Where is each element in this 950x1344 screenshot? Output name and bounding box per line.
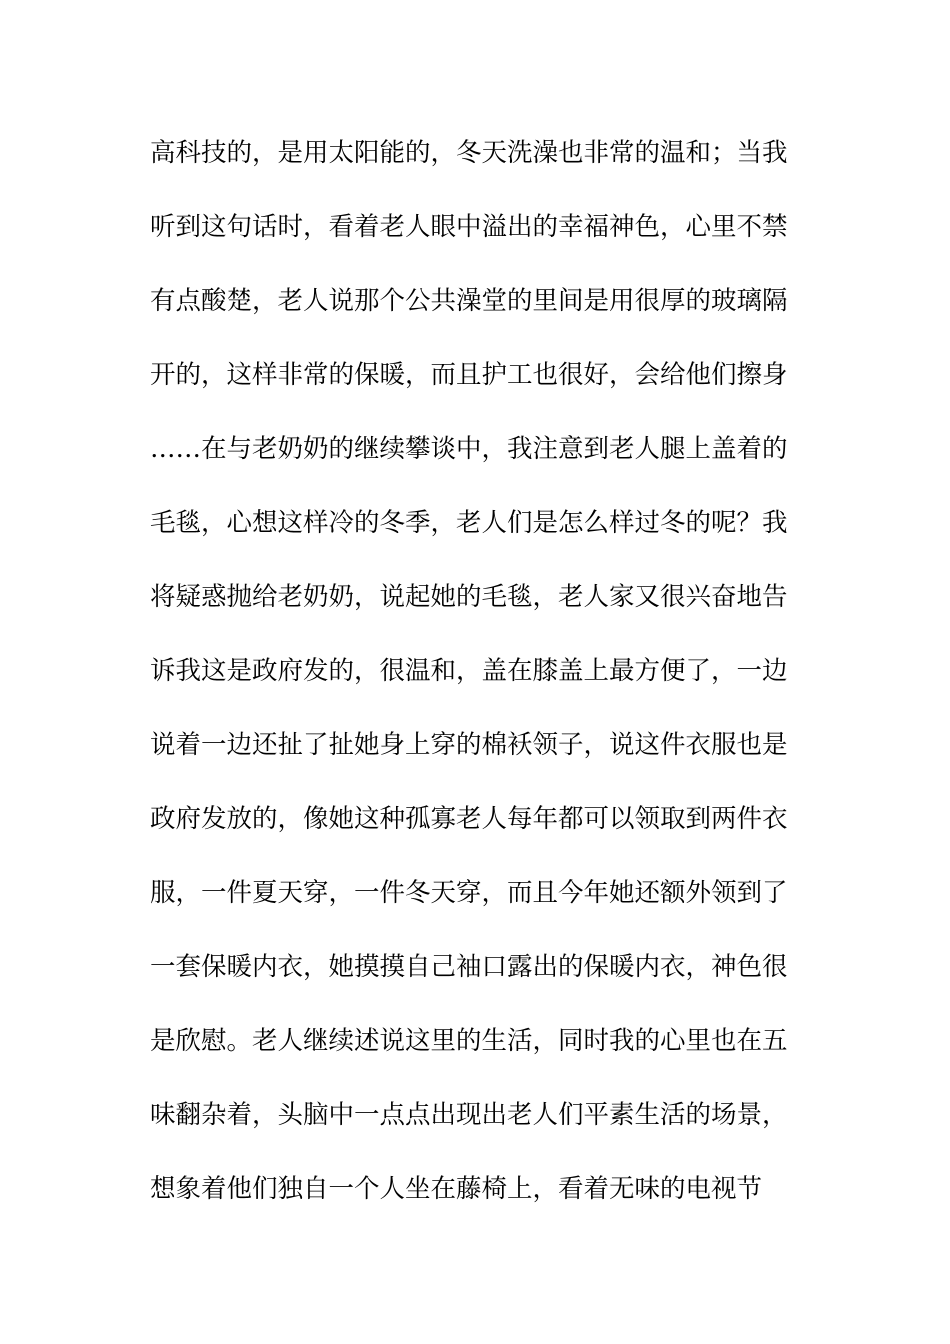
- text-line: 听到这句话时，看着老人眼中溢出的幸福神色，心里不禁: [150, 212, 788, 242]
- text-line: 想象着他们独自一个人坐在藤椅上，看着无味的电视节: [150, 1174, 763, 1204]
- text-line: 一套保暖内衣，她摸摸自己袖口露出的保暖内衣，神色很: [150, 952, 788, 982]
- text-line: 服，一件夏天穿，一件冬天穿，而且今年她还额外领到了: [150, 878, 788, 908]
- text-line: 将疑惑抛给老奶奶，说起她的毛毯，老人家又很兴奋地告: [150, 582, 788, 612]
- text-line: 味翻杂着，头脑中一点点出现出老人们平素生活的场景，: [150, 1100, 788, 1130]
- text-line: 开的，这样非常的保暖，而且护工也很好，会给他们擦身: [150, 360, 788, 390]
- text-line: 说着一边还扯了扯她身上穿的棉袄领子，说这件衣服也是: [150, 730, 788, 760]
- text-line: 高科技的，是用太阳能的，冬天洗澡也非常的温和；当我: [150, 138, 788, 168]
- text-line: 有点酸楚，老人说那个公共澡堂的里间是用很厚的玻璃隔: [150, 286, 788, 316]
- text-line: ……在与老奶奶的继续攀谈中，我注意到老人腿上盖着的: [150, 434, 788, 464]
- text-line: 政府发放的，像她这种孤寡老人每年都可以领取到两件衣: [150, 804, 788, 834]
- body-text: [150, 128, 800, 1238]
- text-line: 诉我这是政府发的，很温和，盖在膝盖上最方便了，一边: [150, 656, 788, 686]
- text-line: 毛毯，心想这样冷的冬季，老人们是怎么样过冬的呢？我: [150, 508, 788, 538]
- text-line: 是欣慰。老人继续述说这里的生活，同时我的心里也在五: [150, 1026, 788, 1056]
